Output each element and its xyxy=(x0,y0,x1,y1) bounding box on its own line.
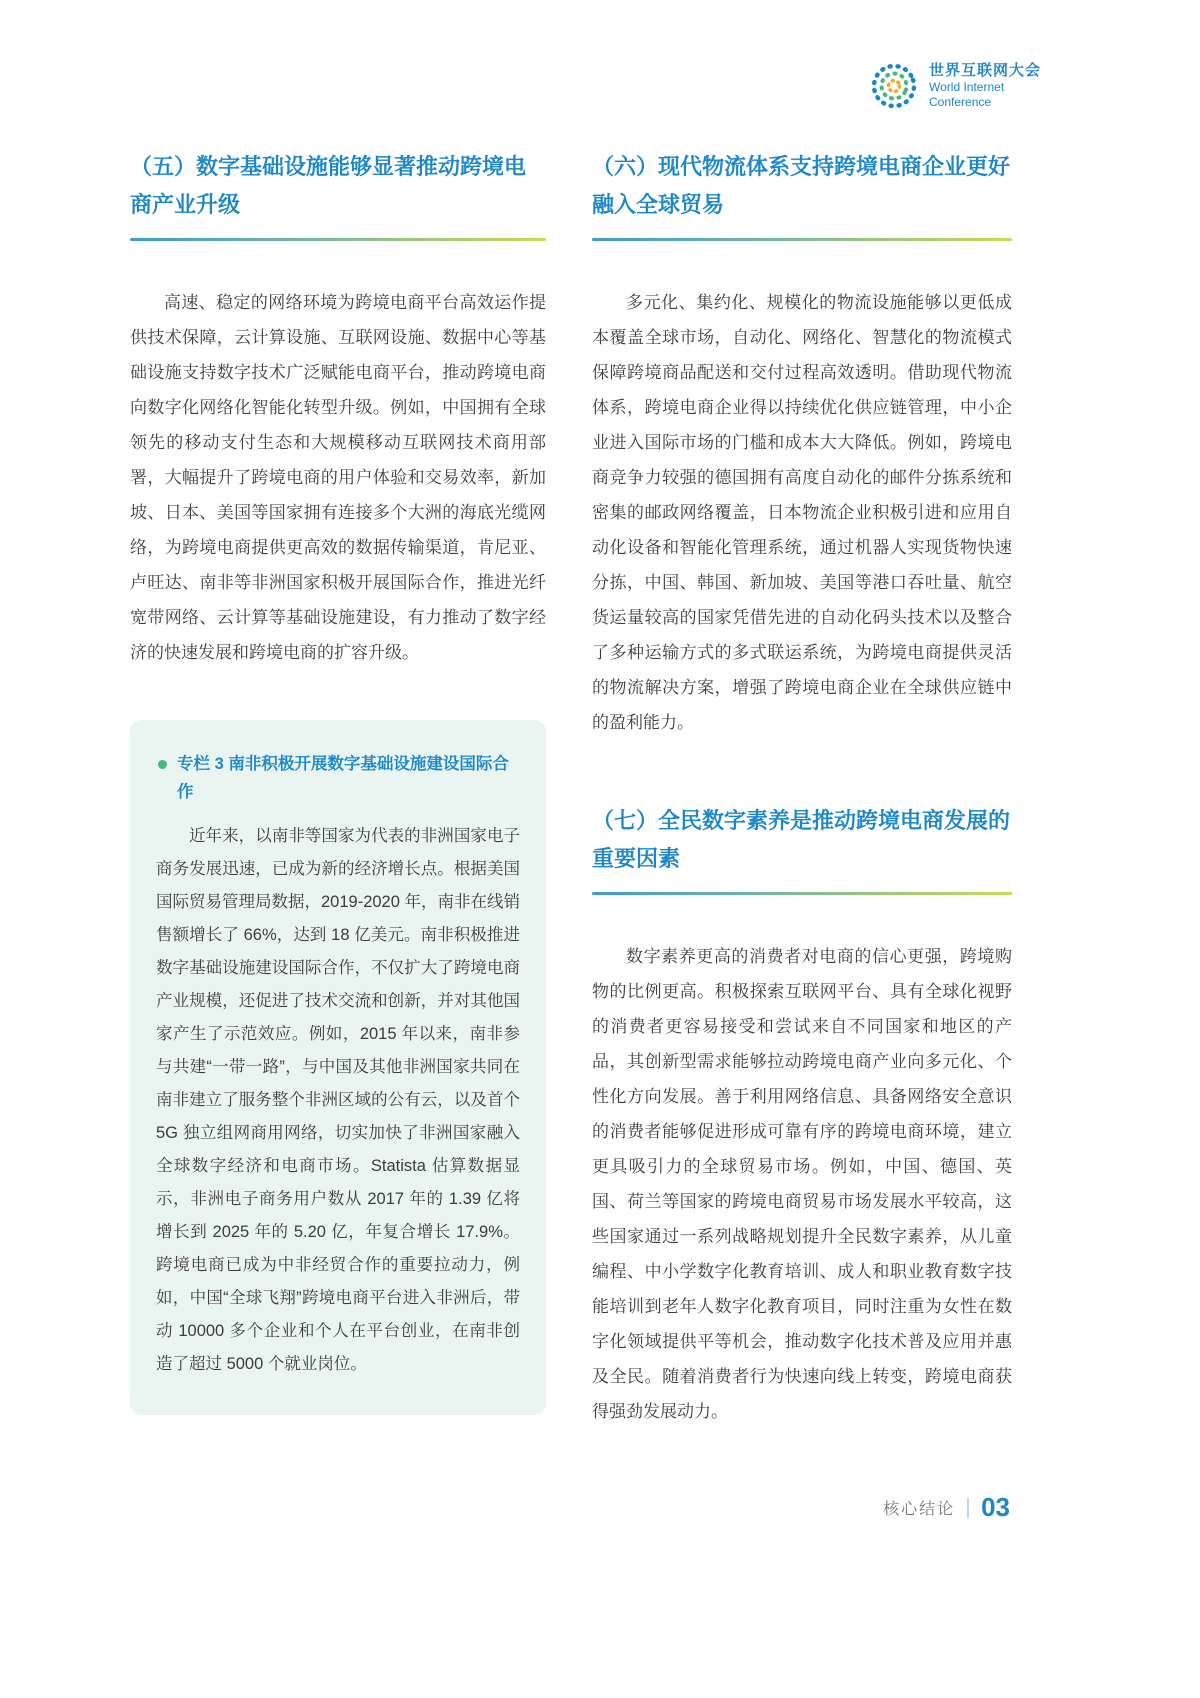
wic-globe-icon xyxy=(868,60,920,112)
section-6 xyxy=(592,148,1012,740)
column-box-3 xyxy=(130,720,546,1415)
section-6-divider xyxy=(592,238,1012,241)
page-footer xyxy=(883,1492,1010,1523)
wic-logo xyxy=(868,60,1041,112)
right-column xyxy=(592,148,1012,1429)
section-5 xyxy=(130,148,546,670)
wic-logo-title-en-2: Conference xyxy=(929,95,992,110)
section-5-heading: （五）数字基础设施能够显著推动跨境电商产业升级 xyxy=(130,154,527,217)
box-3-body: 近年来，以南非等国家为代表的非洲国家电子商务发展迅速，已成为新的经济增长点。根据美国国际贸易管理局数据，2019-2020 年，南非在线销售额增长了 66%，达到 18 亿美元。南非积极推进数字基础设施建设国际合作，不仅扩大了跨境电商产业规模，还促进了技术交流和创新，并对其他国家产生了示范效应。例如，2015 年以来，南非参与共建“一带一路”，与中国及其他非洲国家共同在南非建立了服务整个非洲区域的公有云，以及首个 5G 独立组网商用网络，切实加快了非洲国家融入全球数字经济和电商市场。Statista 估算数据显示，非洲电子商务用户数从 2017 年的 1.39 亿将增长到 2025 年的 5.20 亿，年复合增长 17.9%。跨境电商已成为中非经贸合作的重要拉动力，例如，中国“全球飞翔”跨境电商平台进入非洲后，带动 10000 多个企业和个人在平台创业，在南非创造了超过 5000 个就业岗位。 xyxy=(156,827,520,1373)
wic-logo-title-en-1: World Internet xyxy=(929,80,1005,95)
box-title-row xyxy=(156,750,520,806)
section-6-body: 多元化、集约化、规模化的物流设施能够以更低成本覆盖全球市场，自动化、网络化、智慧化的物流模式保障跨境商品配送和交付过程高效透明。借助现代物流体系，跨境电商企业得以持续优化供应链管理，中小企业进入国际市场的门槛和成本大大降低。例如，跨境电商竞争力较强的德国拥有高度自动化的邮件分拣系统和密集的邮政网络覆盖，日本物流企业积极引进和应用自动化设备和智能化管理系统，通过机器人实现货物快速分拣，中国、韩国、新加坡、美国等港口吞吐量、航空货运量较高的国家凭借先进的自动化码头技术以及整合了多种运输方式的多式联运系统，为跨境电商提供灵活的物流解决方案，增强了跨境电商企业在全球供应链中的盈利能力。 xyxy=(592,293,1012,732)
section-7 xyxy=(592,802,1012,1429)
footer-divider xyxy=(967,1498,969,1518)
section-7-body: 数字素养更高的消费者对电商的信心更强，跨境购物的比例更高。积极探索互联网平台、具有全球化视野的消费者更容易接受和尝试来自不同国家和地区的产品，其创新型需求能够拉动跨境电商产业向多元化、个性化方向发展。善于利用网络信息、具备网络安全意识的消费者能够促进形成可靠有序的跨境电商环境，建立更具吸引力的全球贸易市场。例如，中国、德国、英国、荷兰等国家的跨境电商贸易市场发展水平较高，这些国家通过一系列战略规划提升全民数字素养，从儿童编程、中小学数字化教育培训、成人和职业教育数字技能培训到老年人数字化教育项目，同时注重为女性在数字化领域提供平等机会，推动数字化技术普及应用并惠及全民。随着消费者行为快速向线上转变，跨境电商获得强劲发展动力。 xyxy=(592,947,1012,1421)
section-5-body: 高速、稳定的网络环境为跨境电商平台高效运作提供技术保障，云计算设施、互联网设施、数据中心等基础设施支持数字技术广泛赋能电商平台，推动跨境电商向数字化网络化智能化转型升级。例如，中国拥有全球领先的移动支付生态和大规模移动互联网技术商用部署，大幅提升了跨境电商的用户体验和交易效率，新加坡、日本、美国等国家拥有连接多个大洲的海底光缆网络，为跨境电商提供更高效的数据传输渠道，肯尼亚、卢旺达、南非等非洲国家积极开展国际合作，推进光纤宽带网络、云计算等基础设施建设，有力推动了数字经济的快速发展和跨境电商的扩容升级。 xyxy=(130,293,546,662)
footer-section-label: 核心结论 xyxy=(883,1501,956,1518)
section-5-divider xyxy=(130,238,546,241)
wic-logo-title-cn: 世界互联网大会 xyxy=(929,61,1042,79)
page-number: 03 xyxy=(981,1492,1010,1522)
box-bullet-icon xyxy=(158,760,167,769)
section-7-heading: （七）全民数字素养是推动跨境电商发展的重要因素 xyxy=(592,808,1011,871)
box-3-title: 专栏 3 南非积极开展数字基础设施建设国际合作 xyxy=(177,755,509,801)
section-6-heading: （六）现代物流体系支持跨境电商企业更好融入全球贸易 xyxy=(592,154,1011,217)
wic-logo-text xyxy=(929,62,1041,111)
left-column xyxy=(130,148,546,1415)
section-7-divider xyxy=(592,892,1012,895)
